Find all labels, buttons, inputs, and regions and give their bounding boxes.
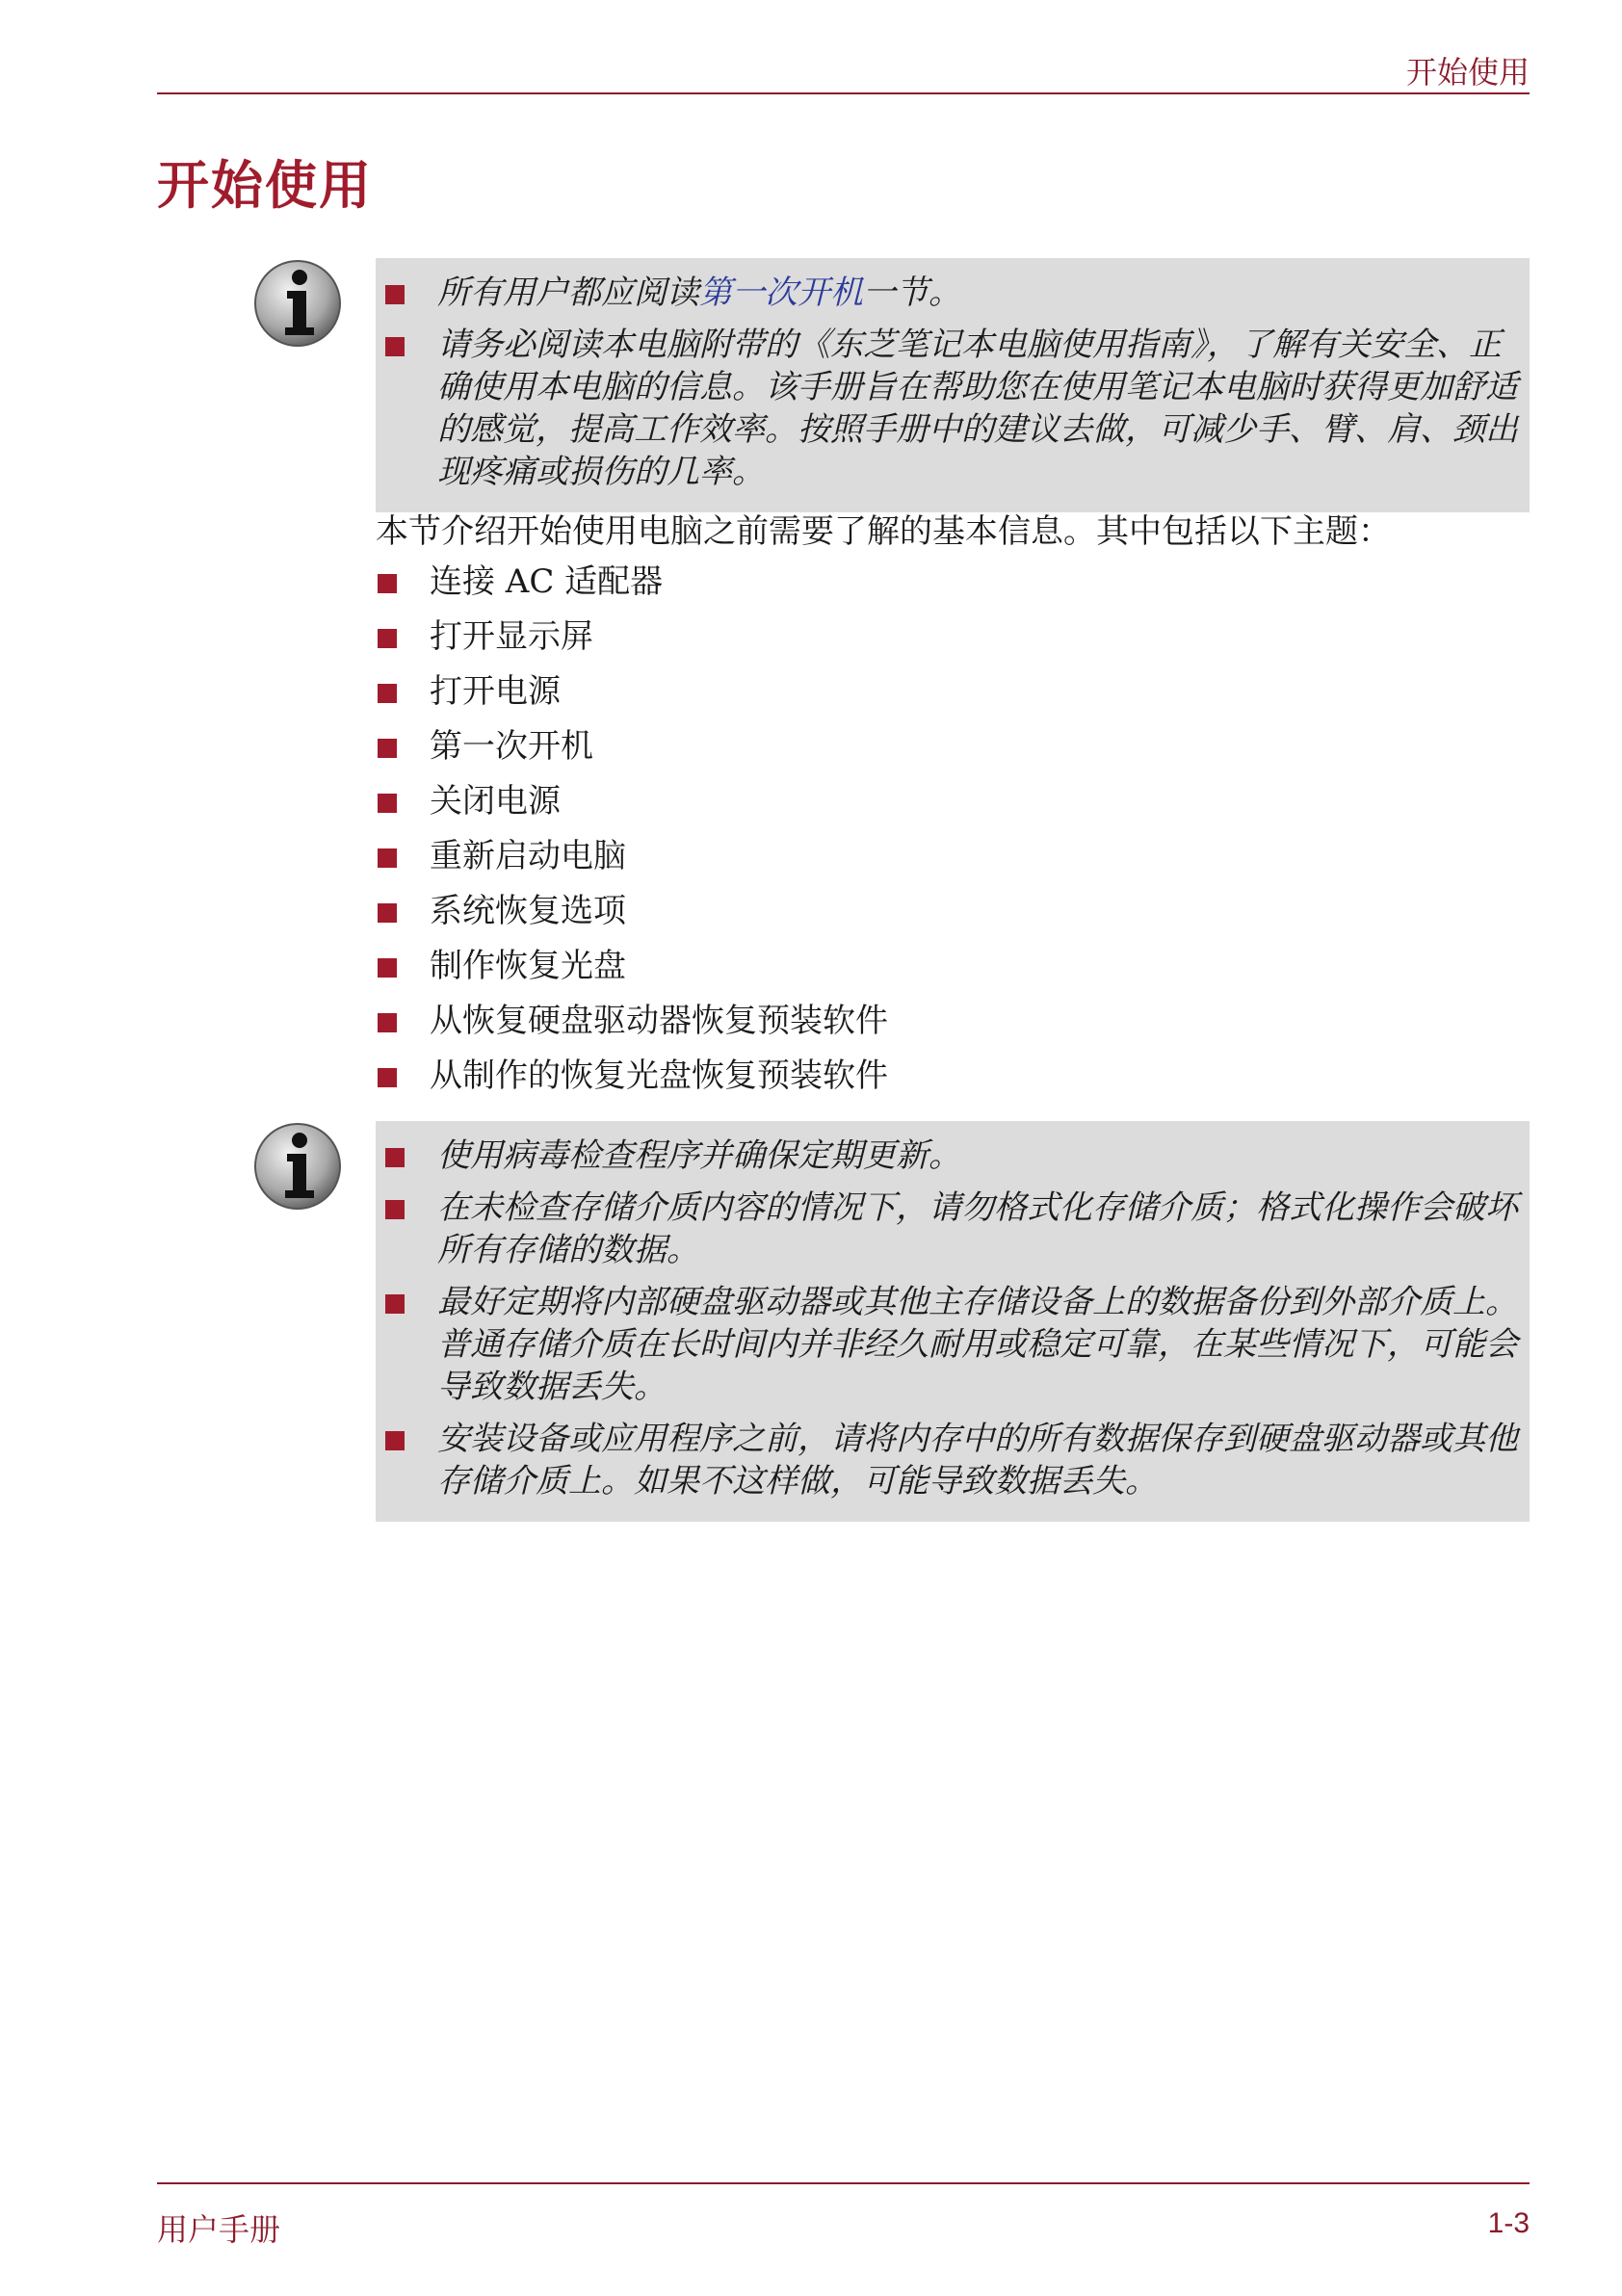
header-rule [157,92,1530,94]
bullet-square [378,794,397,813]
page-number: 1-3 [1487,2207,1530,2239]
topic-item [376,945,888,1000]
note-item-text: 一节。 [863,274,961,312]
topic-item [376,1000,888,1055]
note-item-text: 所有用户都应阅读 [437,274,699,312]
topic-item [376,890,888,945]
topic-list [376,561,888,1109]
topic-label: 重新启动电脑 [430,837,626,875]
note-item-text: 安装设备或应用程序之前，请将内存中的所有数据保存到硬盘驱动器或其他存储介质上。如果不这样做，可能导致数据丢失。 [437,1420,1518,1500]
topic-item [376,615,888,670]
topic-label: 打开显示屏 [430,617,593,656]
topic-label: 连接 AC 适配器 [430,562,664,601]
topic-item [376,725,888,780]
bullet-square [378,574,397,593]
topic-item [376,561,888,615]
note-item [376,1281,1530,1408]
note-item [376,1187,1530,1271]
topic-label: 制作恢复光盘 [430,947,626,985]
topic-item [376,780,888,835]
bullet-square [385,285,405,304]
bullet-square [385,1431,405,1450]
info-icon [252,1121,343,1212]
info-icon [252,258,343,349]
note-item [376,272,1530,314]
bullet-square [378,1068,397,1087]
note-item [376,1418,1530,1502]
note-item-text: 最好定期将内部硬盘驱动器或其他主存储设备上的数据备份到外部介质上。普通存储介质在长时间内并非经久耐用或稳定可靠，在某些情况下，可能会导致数据丢失。 [437,1283,1518,1406]
topic-label: 从制作的恢复光盘恢复预装软件 [430,1057,888,1095]
topic-label: 关闭电源 [430,782,561,821]
topic-item [376,1055,888,1109]
bullet-square [385,1200,405,1219]
intro-paragraph: 本节介绍开始使用电脑之前需要了解的基本信息。其中包括以下主题： [376,512,1391,551]
topic-label: 第一次开机 [430,727,593,766]
first-boot-link[interactable]: 第一次开机 [699,274,863,312]
page-title: 开始使用 [157,155,373,216]
running-header: 开始使用 [1405,54,1530,91]
topic-item [376,835,888,890]
note-item [376,324,1530,493]
bullet-square [385,1148,405,1167]
bullet-square [378,629,397,648]
bullet-square [378,958,397,978]
bullet-square [385,337,405,356]
note-item [376,1135,1530,1177]
note-item-text: 在未检查存储介质内容的情况下，请勿格式化存储介质；格式化操作会破坏所有存储的数据。 [437,1188,1518,1269]
note-box-reading [376,258,1530,512]
bullet-square [378,739,397,758]
note-box-data-safety [376,1121,1530,1522]
bullet-square [378,903,397,923]
note-item-text: 使用病毒检查程序并确保定期更新。 [437,1136,961,1175]
footer-title: 用户手册 [157,2211,281,2248]
bullet-square [378,684,397,703]
topic-label: 系统恢复选项 [430,892,626,930]
topic-item [376,670,888,725]
topic-label: 从恢复硬盘驱动器恢复预装软件 [430,1002,888,1040]
bullet-square [378,848,397,868]
note-item-text: 请务必阅读本电脑附带的《东芝笔记本电脑使用指南》，了解有关安全、正确使用本电脑的信息。该手册旨在帮助您在使用笔记本电脑时获得更加舒适的感觉，提高工作效率。按照手册中的建议去做，可减少手、臂、肩、颈出现疼痛或损伤的几率。 [437,326,1518,491]
footer-rule [157,2182,1530,2184]
bullet-square [378,1013,397,1032]
topic-label: 打开电源 [430,672,561,711]
bullet-square [385,1294,405,1314]
